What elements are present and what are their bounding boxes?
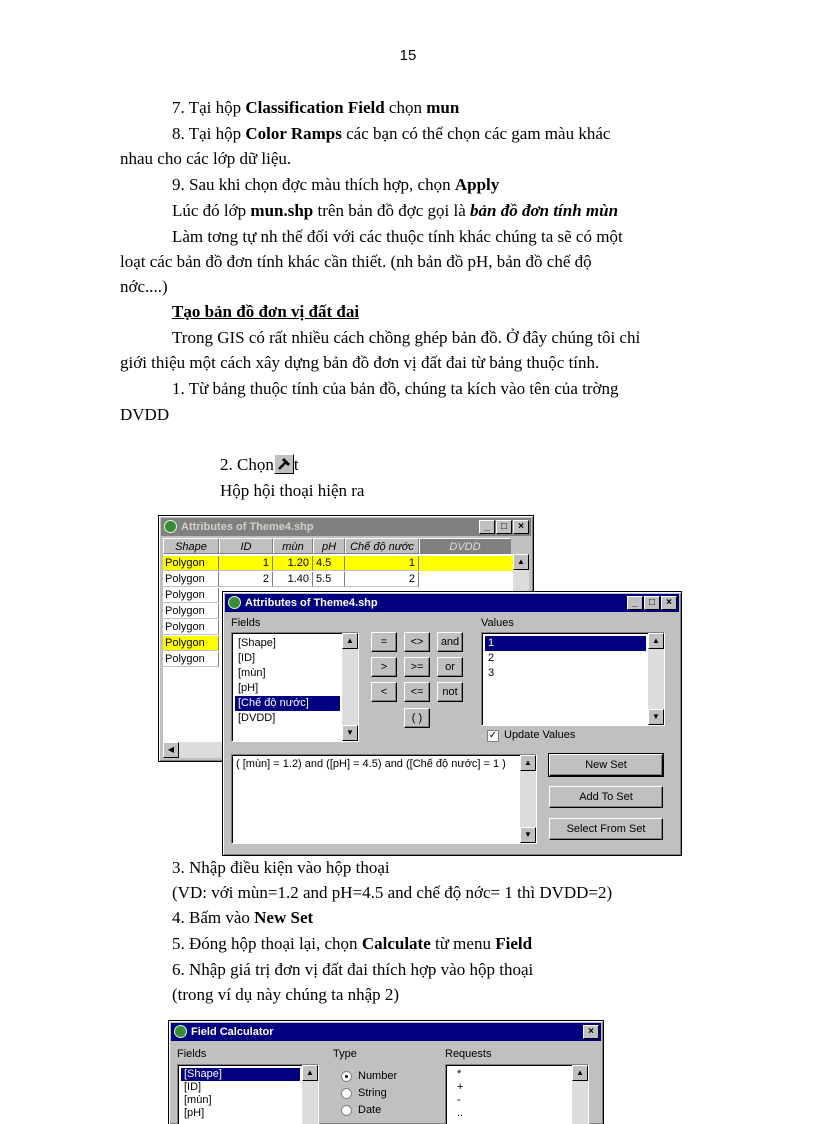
col-mun[interactable]: mùn xyxy=(273,538,313,554)
col-ph[interactable]: pH xyxy=(313,538,345,554)
step-8-cont: nhau cho các lớp dữ liệu. xyxy=(120,149,292,168)
step-2: 2. Chọn t xyxy=(220,455,299,474)
list-item[interactable]: [mùn] xyxy=(184,1094,212,1106)
type-date-label: Date xyxy=(358,1104,382,1116)
op-greater-equal-button[interactable]: >= xyxy=(404,657,430,677)
op-not-button[interactable]: not xyxy=(437,682,463,702)
app-icon xyxy=(164,520,177,533)
close-icon[interactable]: × xyxy=(583,1025,599,1039)
list-item[interactable]: [ID] xyxy=(184,1081,202,1093)
step-4: 4. Bấm vào New Set xyxy=(172,908,314,927)
close-icon[interactable]: × xyxy=(513,520,529,534)
values-list[interactable] xyxy=(481,632,665,726)
op-less-button[interactable]: < xyxy=(371,682,397,702)
type-number-label: Number xyxy=(358,1070,398,1082)
calc-fields-list[interactable] xyxy=(177,1064,319,1124)
list-item[interactable]: - xyxy=(457,1094,461,1106)
op-equals-button[interactable]: = xyxy=(371,632,397,652)
app-icon xyxy=(228,596,241,609)
list-item[interactable]: [DVDD] xyxy=(238,712,276,724)
maximize-icon[interactable]: □ xyxy=(496,520,512,534)
step-3-example: (VD: với mùn=1.2 and pH=4.5 and chế độ nớc= 1 thì DVDD=2) xyxy=(172,883,613,902)
step-7: 7. Tại hộp Classification Field chọn mun xyxy=(172,98,460,117)
values-label: Values xyxy=(481,617,514,629)
query-dialog xyxy=(222,591,682,856)
col-id[interactable]: ID xyxy=(219,538,273,554)
op-or-button[interactable]: or xyxy=(437,657,463,677)
list-item[interactable]: [Shape] xyxy=(238,637,276,649)
fields-list[interactable] xyxy=(231,632,359,742)
update-values-checkbox[interactable]: ✓ xyxy=(488,730,498,741)
col-dvdd[interactable]: DVDD xyxy=(419,538,511,554)
step-6-note: (trong ví dụ này chúng ta nhập 2) xyxy=(172,985,400,1004)
dialog-appears: Hộp hội thoại hiện ra xyxy=(220,481,365,500)
app-icon xyxy=(174,1025,187,1038)
table-row[interactable]: Polygon xyxy=(163,588,219,603)
scroll-down-icon[interactable]: ▼ xyxy=(648,709,664,725)
maximize-icon[interactable]: □ xyxy=(644,596,660,610)
hammer-icon xyxy=(274,454,294,474)
type-string-label: String xyxy=(358,1087,387,1099)
section-heading: Tạo bản đồ đơn vị đất đai xyxy=(172,302,360,321)
list-item-selected[interactable]: [Chế độ nước] xyxy=(235,696,340,711)
table-row[interactable]: Polygon xyxy=(163,652,219,667)
calc-fields-scrollbar[interactable] xyxy=(302,1065,318,1124)
para-line: DVDD xyxy=(120,405,170,424)
step-5: 5. Đóng hộp thoại lại, chọn Calculate từ menu Field xyxy=(172,934,533,953)
list-item[interactable]: * xyxy=(457,1068,462,1080)
type-label: Type xyxy=(333,1048,357,1060)
list-item[interactable]: + xyxy=(457,1081,464,1093)
step-9: 9. Sau khi chọn đợc màu thích hợp, chọn Apply xyxy=(172,175,500,194)
type-string-radio[interactable] xyxy=(341,1088,352,1099)
table-row[interactable]: Polygon 1 1.20 4.5 1 xyxy=(163,556,513,571)
step-3: 3. Nhập điều kiện vào hộp thoại xyxy=(172,858,390,877)
scroll-down-icon[interactable]: ▼ xyxy=(520,827,536,843)
calc-titlebar: Field Calculator × xyxy=(171,1023,601,1041)
op-and-button[interactable]: and xyxy=(437,632,463,652)
para-line: Làm tơng tự nh thế đối với các thuộc tính khác chúng ta sẽ có một xyxy=(172,227,623,246)
para-line: loạt các bản đồ đơn tính khác cần thiết. (nh bản đồ pH, bản đồ chế độ xyxy=(120,252,592,271)
fields-label: Fields xyxy=(231,617,261,629)
table-row[interactable]: Polygon xyxy=(163,604,219,619)
step-8: 8. Tại hộp Color Ramps các bạn có thể chọn các gam màu khác xyxy=(172,124,611,143)
op-greater-button[interactable]: > xyxy=(371,657,397,677)
op-notequal-button[interactable]: <> xyxy=(404,632,430,652)
step-1: 1. Từ bảng thuộc tính của bản đồ, chúng ta kích vào tên của trờng xyxy=(172,379,619,398)
scroll-down-icon[interactable]: ▼ xyxy=(342,725,358,741)
minimize-icon[interactable]: _ xyxy=(479,520,495,534)
table-row[interactable]: Polygon xyxy=(163,620,219,635)
type-date-radio[interactable] xyxy=(341,1105,352,1116)
add-to-set-button[interactable]: Add To Set xyxy=(549,786,663,808)
para-line: giới thiệu một cách xây dựng bản đồ đơn vị đất đai từ bảng thuộc tính. xyxy=(120,353,600,372)
scroll-up-icon[interactable]: ▲ xyxy=(342,633,358,649)
field-calculator-window xyxy=(168,1020,604,1124)
list-item-selected[interactable]: [Shape] xyxy=(181,1068,300,1081)
list-item[interactable]: [ID] xyxy=(238,652,256,664)
list-item[interactable]: [pH] xyxy=(184,1107,205,1119)
op-less-equal-button[interactable]: <= xyxy=(404,682,430,702)
table-row[interactable]: Polygon xyxy=(163,636,219,651)
op-parens-button[interactable]: ( ) xyxy=(404,708,430,728)
list-item[interactable]: 3 xyxy=(488,667,495,679)
query-titlebar: Attributes of Theme4.shp _ □ × xyxy=(225,594,679,612)
list-item[interactable]: .. xyxy=(457,1107,464,1119)
requests-scrollbar[interactable] xyxy=(572,1065,588,1124)
list-item-selected[interactable]: 1 xyxy=(485,636,646,651)
scroll-up-icon[interactable]: ▲ xyxy=(520,755,536,771)
scroll-up-icon[interactable]: ▲ xyxy=(572,1065,588,1081)
scroll-up-icon[interactable]: ▲ xyxy=(648,633,664,649)
minimize-icon[interactable]: _ xyxy=(627,596,643,610)
result-line: Lúc đó lớp mun.shp trên bản đồ đợc gọi là bản đồ đơn tính mùn xyxy=(172,201,619,220)
expression-text: ( [mùn] = 1.2) and ([pH] = 4.5) and ([Chế độ nước] = 1 ) xyxy=(236,758,506,770)
col-che-do-nuoc[interactable]: Chế độ nước xyxy=(345,538,419,554)
scroll-up-icon[interactable]: ▲ xyxy=(513,554,529,570)
close-icon[interactable]: × xyxy=(661,596,677,610)
calc-fields-label: Fields xyxy=(177,1048,207,1060)
scroll-left-icon[interactable]: ◀ xyxy=(163,742,179,758)
expression-input[interactable] xyxy=(231,754,537,844)
table-titlebar: Attributes of Theme4.shp _ □ × xyxy=(161,518,531,536)
list-item[interactable]: [mùn] xyxy=(238,667,266,679)
fields-scrollbar[interactable] xyxy=(342,633,358,741)
table-row[interactable]: Polygon 2 1.40 5.5 2 xyxy=(163,572,513,587)
scroll-up-icon[interactable]: ▲ xyxy=(302,1065,318,1081)
step-6: 6. Nhập giá trị đơn vị đất đai thích hợp vào hộp thoại xyxy=(172,960,534,979)
page-number: 15 xyxy=(399,47,417,64)
values-scrollbar[interactable] xyxy=(648,633,664,725)
update-values-label: Update Values xyxy=(504,729,576,741)
requests-list[interactable] xyxy=(445,1064,589,1124)
para-line: nớc....) xyxy=(120,277,168,296)
list-item[interactable]: 2 xyxy=(488,652,495,664)
new-set-button[interactable]: New Set xyxy=(549,754,663,776)
type-number-radio[interactable] xyxy=(341,1071,352,1082)
expression-scrollbar[interactable] xyxy=(520,755,536,843)
list-item[interactable]: [pH] xyxy=(238,682,259,694)
requests-label: Requests xyxy=(445,1048,492,1060)
col-shape[interactable]: Shape xyxy=(163,538,219,554)
select-from-set-button[interactable]: Select From Set xyxy=(549,818,663,840)
para-line: Trong GIS có rất nhiều cách chồng ghép bản đồ. Ở đây chúng tôi chỉ xyxy=(172,328,641,347)
